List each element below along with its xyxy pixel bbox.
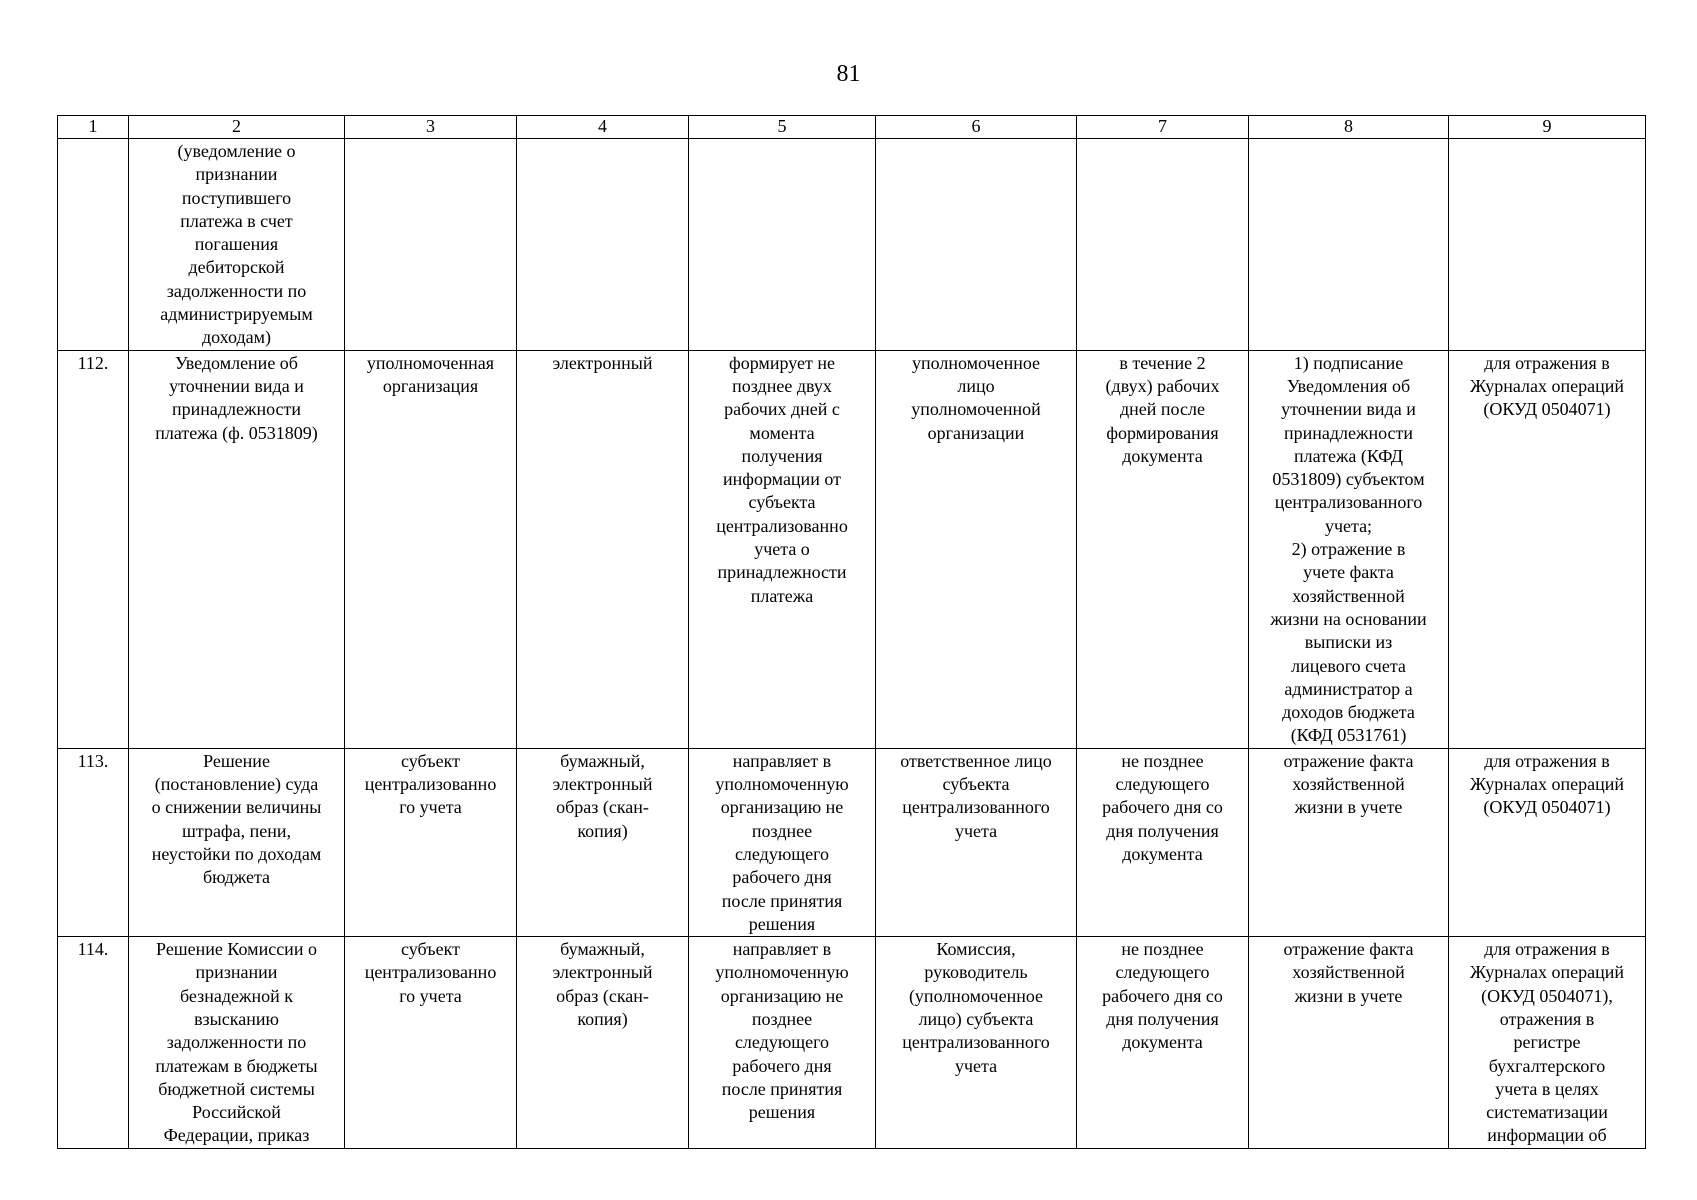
- column-number-row: [58, 116, 1646, 139]
- procedure-cell: направляет в уполномоченную организацию не позднее следующего рабочего дня после принятия решения: [689, 748, 876, 936]
- row-number-cell: [58, 139, 129, 351]
- table-cell: [1249, 139, 1449, 351]
- action-cell: отражение факта хозяйственной жизни в учете: [1249, 937, 1449, 1149]
- responsible-party-cell: субъект централизованно го учета: [345, 937, 517, 1149]
- table-row: [58, 139, 1646, 351]
- deadline-cell: не позднее следующего рабочего дня со дня получения документа: [1077, 748, 1249, 936]
- document-table: [57, 115, 1646, 1149]
- row-number-cell: 112.: [58, 350, 129, 748]
- table-cell: [1449, 139, 1646, 351]
- document-name-cell: Решение Комиссии о признании безнадежной к взысканию задолженности по платежам в бюджеты бюджетной системы Российской Федерации, приказ: [129, 937, 345, 1149]
- table-row: [58, 748, 1646, 936]
- responsible-party-cell: субъект централизованно го учета: [345, 748, 517, 936]
- format-cell: бумажный, электронный образ (скан- копия): [517, 748, 689, 936]
- purpose-cell: для отражения в Журналах операций (ОКУД 0504071): [1449, 350, 1646, 748]
- document-name-cell: Уведомление об уточнении вида и принадлежности платежа (ф. 0531809): [129, 350, 345, 748]
- column-number: 6: [876, 116, 1077, 139]
- table-cell: [689, 139, 876, 351]
- column-number: 1: [58, 116, 129, 139]
- page-number: 81: [836, 61, 861, 87]
- column-number: 8: [1249, 116, 1449, 139]
- table-cell: [517, 139, 689, 351]
- column-number: 9: [1449, 116, 1646, 139]
- signatory-cell: Комиссия, руководитель (уполномоченное лицо) субъекта централизованного учета: [876, 937, 1077, 1149]
- column-number: 3: [345, 116, 517, 139]
- document-name-cell: (уведомление о признании поступившего платежа в счет погашения дебиторской задолженности по администрируемым доходам): [129, 139, 345, 351]
- purpose-cell: для отражения в Журналах операций (ОКУД 0504071), отражения в регистре бухгалтерского учета в целях систематизации информации об: [1449, 937, 1646, 1149]
- column-number: 5: [689, 116, 876, 139]
- row-number-cell: 113.: [58, 748, 129, 936]
- column-number: 2: [129, 116, 345, 139]
- deadline-cell: не позднее следующего рабочего дня со дня получения документа: [1077, 937, 1249, 1149]
- table-cell: [1077, 139, 1249, 351]
- format-cell: электронный: [517, 350, 689, 748]
- responsible-party-cell: уполномоченная организация: [345, 350, 517, 748]
- procedure-cell: формирует не позднее двух рабочих дней с момента получения информации от субъекта централизованно учета о принадлежности платежа: [689, 350, 876, 748]
- row-number-cell: 114.: [58, 937, 129, 1149]
- action-cell: 1) подписание Уведомления об уточнении вида и принадлежности платежа (КФД 0531809) субъектом централизованного учета; 2) отражение в учете факта хозяйственной жизни на основании выписки из лицевого счета администратор а доходов бюджета (КФД 0531761): [1249, 350, 1449, 748]
- table-cell: [876, 139, 1077, 351]
- purpose-cell: для отражения в Журналах операций (ОКУД 0504071): [1449, 748, 1646, 936]
- table-cell: [345, 139, 517, 351]
- procedure-cell: направляет в уполномоченную организацию не позднее следующего рабочего дня после принятия решения: [689, 937, 876, 1149]
- document-name-cell: Решение (постановление) суда о снижении величины штрафа, пени, неустойки по доходам бюджета: [129, 748, 345, 936]
- table-row: [58, 937, 1646, 1149]
- column-number: 7: [1077, 116, 1249, 139]
- column-number: 4: [517, 116, 689, 139]
- action-cell: отражение факта хозяйственной жизни в учете: [1249, 748, 1449, 936]
- signatory-cell: уполномоченное лицо уполномоченной организации: [876, 350, 1077, 748]
- format-cell: бумажный, электронный образ (скан- копия): [517, 937, 689, 1149]
- deadline-cell: в течение 2 (двух) рабочих дней после формирования документа: [1077, 350, 1249, 748]
- signatory-cell: ответственное лицо субъекта централизованного учета: [876, 748, 1077, 936]
- table-row: [58, 350, 1646, 748]
